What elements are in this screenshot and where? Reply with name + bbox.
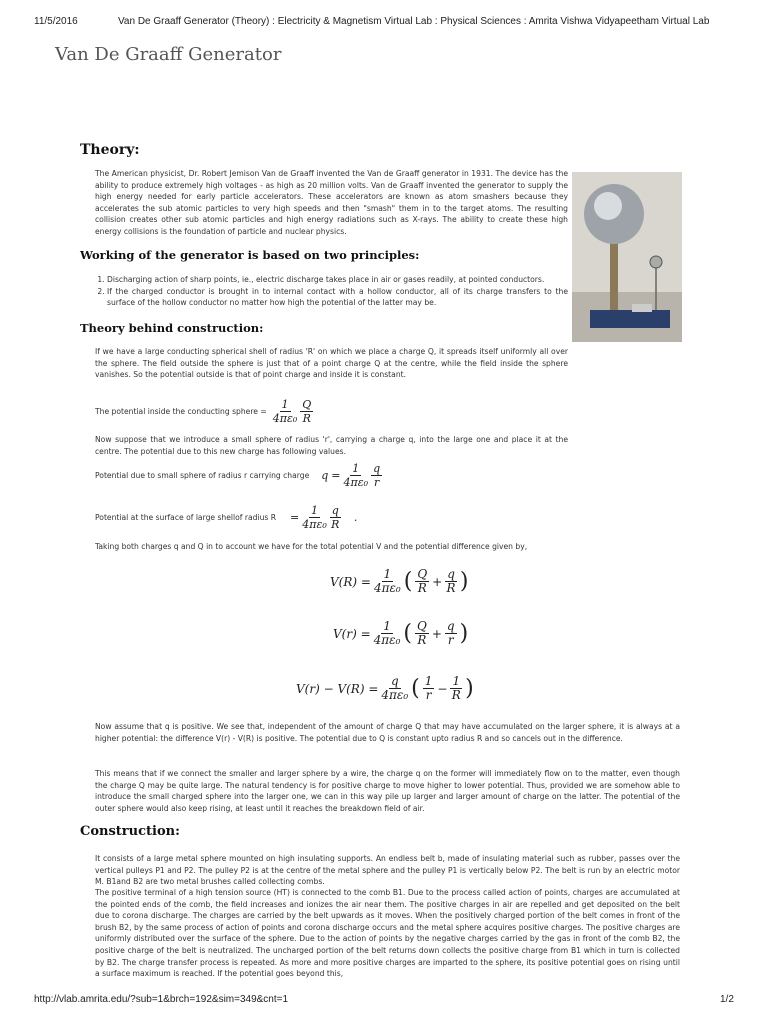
formula-total-potential-R — [330, 568, 469, 595]
symbol: = — [331, 469, 341, 482]
theory-paragraph-4: Now assume that q is positive. We see that, independent of the amount of charge Q that may have accumulated on the larger sphere, it is always at a higher potential: the difference V(r) - V(R) is positive. The potential due to Q is constant upto radius R and so cancels out in the difference. — [95, 722, 680, 743]
symbol: − — [437, 681, 448, 696]
numerator: 1 — [383, 567, 392, 581]
denominator: r — [373, 476, 380, 489]
numerator: 1 — [452, 674, 461, 688]
symbol: + — [432, 574, 443, 589]
denominator: R — [417, 633, 427, 647]
footer-url-link[interactable]: http://vlab.amrita.edu/?sub=1&brch=192&sim=349&cnt=1 — [34, 994, 289, 1005]
denominator: 4πε₀ — [343, 476, 369, 489]
principle-item: 2. If the charged conductor is brought in to internal contact with a hollow conductor, all of its charge transfers to the surface of the hollow conductor no matter how high the potential of the latter may be. — [107, 286, 568, 309]
theory-heading: Theory: — [80, 142, 140, 158]
denominator: R — [446, 581, 456, 595]
symbol: ( — [403, 569, 413, 594]
numerator: q — [447, 567, 455, 581]
symbol: ( — [403, 621, 413, 646]
denominator: 4πε₀ — [373, 633, 401, 647]
generator-photo — [572, 172, 682, 342]
symbol: ( — [411, 676, 420, 701]
symbol: ) — [459, 569, 469, 594]
denominator: R — [302, 412, 311, 425]
denominator: r — [447, 633, 454, 647]
theory-paragraph-1: If we have a large conducting spherical shell of radius 'R' on which we place a charge Q, it spreads itself uniformly all over the sphere. The field outside the sphere is just that of a point charge Q at the centre, while the field inside the sphere vanishes. So the potential outside is that of point charge and inside it is constant. — [95, 347, 568, 380]
formula-row-2 — [95, 462, 382, 489]
formula-row-1 — [95, 398, 313, 425]
principles-list — [95, 274, 568, 309]
formula-large-shell — [290, 504, 357, 531]
formula-label: Potential due to small sphere of radius r carrying charge — [95, 471, 310, 480]
construction-theory-heading: Theory behind construction: — [80, 321, 264, 335]
principle-item: 1. Discharging action of sharp points, ie., electric discharge takes place in air or gases readily, at pointed conductors. — [107, 274, 568, 286]
construction-paragraph-1: It consists of a large metal sphere mounted on high insulating supports. An endless belt b, made of insulating material such as rubber, passes over the vertical pulleys P1 and P2. The pulley P2 is at the centre of the metal sphere and the pulley P1 is vertically below P2. The belt is run by an electric motor M. B1and B2 are two metal brushes called collecting combs. — [95, 854, 680, 887]
numerator: q — [446, 619, 455, 633]
denominator: r — [425, 688, 432, 702]
page-title: Van De Graaff Generator — [55, 44, 282, 65]
denominator: 4πε₀ — [272, 412, 298, 425]
numerator: q — [373, 462, 381, 475]
numerator: Q — [417, 567, 428, 581]
theory-paragraph-3: Taking both charges q and Q in to account we have for the total potential V and the potential difference given by, — [95, 542, 528, 551]
print-date: 11/5/2016 — [34, 16, 78, 27]
numerator: q — [331, 504, 339, 517]
symbol: + — [431, 626, 442, 641]
theory-paragraph-5: This means that if we connect the smaller and larger sphere by a wire, the charge q on the former will immediately flow on to the matter, even though the charge Q may be quite large. The natural tendency is for positive charge to move higher to lower potential. Thus, provided we are somehow able to introduce the small charged sphere into the larger one, we can in this way pile up larger and larger amount of charge on the latter. The potential of the outer sphere would also keep rising, at least until it reaches the breakdown field of air. — [95, 769, 680, 813]
construction-paragraph-2: The positive terminal of a high tension source (HT) is connected to the comb B1. Due to the process called action of points, charges are accumulated at the pointed ends of the comb, the field increases and ionizes the air near them. The positive charges in air are repelled and get deposited on the belt due to corona discharge. The charges are carried by the belt upwards as it moves. When the positively charged portion of the belt comes in front of the brush B2, by the same process of action of points and corona discharge occurs and the metal sphere acquires positive charges. The positive charges are uniformly distributed over the surface of the sphere. Due to the action of points by the negative charges carried by the gas in front of the comb B2, the positive charge of the belt is neutralized. The uncharged portion of the belt returns down collects the positive charge from B1 which in turn is collected by B2. The charge transfer process is repeated. As more and more positive charges are imparted to the sphere, its positive potential goes on rising until a surface maximum is reached. If the potential goes beyond this, — [95, 888, 680, 979]
principles-heading: Working of the generator is based on two principles: — [80, 248, 420, 262]
numerator: Q — [417, 619, 427, 633]
theory-intro: The American physicist, Dr. Robert Jemison Van de Graaff invented the Van de Graaff generator in 1931. The device has the ability to produce extremely high voltages - as high as 20 million volts. Van de Graaff invented the generator to supply the high energy needed for early particle accelerators. These accelerators are known as atom smashers because they accelerates the sub atomic particles to very high speeds and then "smash" them in to the target atoms. The resulting collision creates other sub atomic particles and high energy radiations such as X-rays. The ability to create these high energy collisions is the foundation of particle and nuclear physics. — [95, 169, 568, 236]
page-number: 1/2 — [720, 994, 734, 1005]
symbol: ) — [459, 621, 469, 646]
numerator: 1 — [311, 504, 319, 517]
symbol: V(R) = — [330, 574, 371, 589]
symbol: V(r) = — [333, 626, 371, 641]
denominator: R — [451, 688, 461, 702]
formula-small-sphere — [321, 462, 382, 489]
formula-label: Potential at the surface of large shellof radius R — [95, 513, 277, 522]
formula-potential-difference — [296, 675, 474, 702]
symbol: ) — [465, 676, 474, 701]
symbol: . — [353, 511, 358, 524]
denominator: 4πε₀ — [373, 581, 401, 595]
symbol: q — [321, 469, 329, 482]
formula-total-potential-r — [333, 620, 468, 647]
numerator: q — [390, 674, 399, 688]
construction-heading: Construction: — [80, 824, 180, 839]
numerator: 1 — [352, 462, 360, 475]
formula-label: The potential inside the conducting sphere = — [95, 407, 267, 416]
denominator: R — [331, 518, 340, 531]
numerator: 1 — [424, 674, 433, 688]
denominator: R — [417, 581, 427, 595]
denominator: 4πε₀ — [302, 518, 327, 531]
numerator: 1 — [383, 619, 391, 633]
symbol: = — [290, 511, 300, 524]
numerator: 1 — [281, 398, 289, 411]
theory-paragraph-2: Now suppose that we introduce a small sphere of radius 'r', carrying a charge q, into the large one and place it at the centre. The potential due to this new charge has following values. — [95, 435, 568, 456]
print-page-title: Van De Graaff Generator (Theory) : Electricity & Magnetism Virtual Lab : Physical Sciences : Amrita Vishwa Vidyapeetham Virtual Lab — [118, 16, 710, 27]
formula-inside-potential — [273, 398, 314, 425]
formula-row-3 — [95, 504, 357, 531]
numerator: Q — [302, 398, 312, 411]
symbol: V(r) − V(R) = — [296, 681, 379, 696]
denominator: 4πε₀ — [381, 688, 409, 702]
